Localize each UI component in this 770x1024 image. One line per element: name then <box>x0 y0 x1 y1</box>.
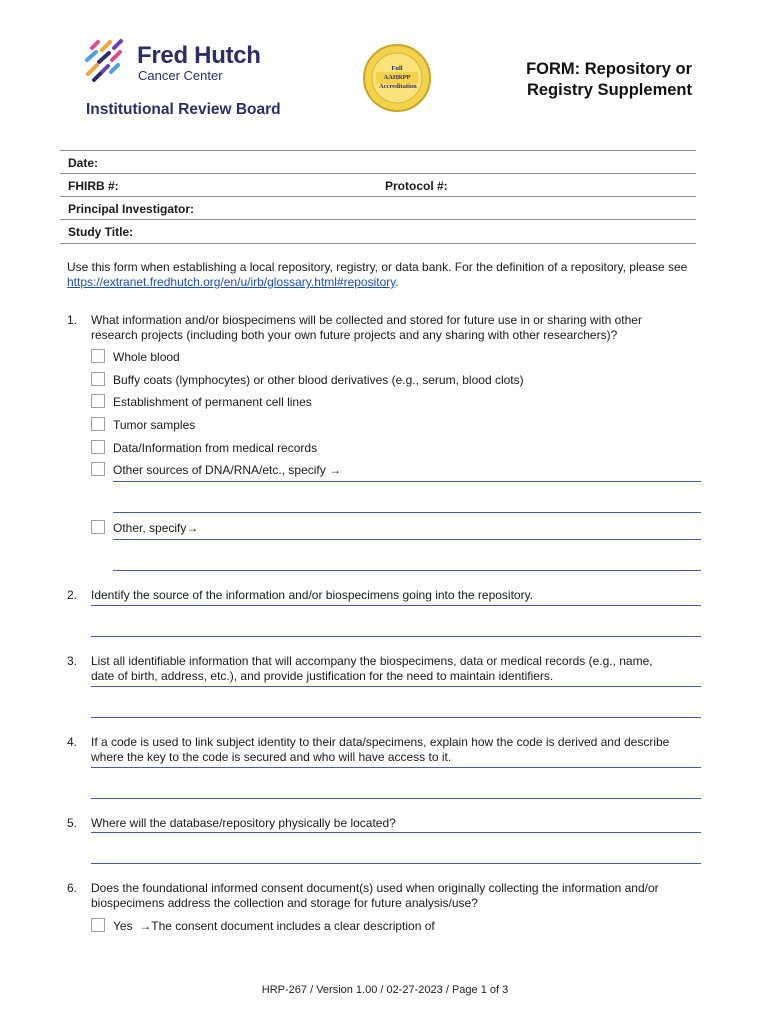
option-medical-records: Data/Information from medical records <box>113 441 318 455</box>
checkbox-tumor-samples[interactable] <box>91 417 105 431</box>
q6-text: Does the foundational informed consent document(s) used when originally collecting the information and/or biospecimens address the collection and storage for future analysis/use? <box>91 881 659 910</box>
q3-text: List all identifiable information that will accompany the biospecimens, data or medical records (e.g., name, date of birth, address, etc.), and provide justification for the need to maintain identifiers. <box>91 654 653 683</box>
date-label: Date: <box>68 156 99 170</box>
org-name: Fred Hutch <box>137 42 261 69</box>
checkbox-other[interactable] <box>91 520 105 534</box>
pi-row[interactable] <box>60 196 696 220</box>
option-other-dna: Other sources of DNA/RNA/etc., specify → <box>113 463 342 477</box>
q4-line-1[interactable] <box>91 767 701 768</box>
q4-line-2[interactable] <box>91 798 701 799</box>
q2-text: Identify the source of the information and/or biospecimens going into the repository. <box>91 588 534 602</box>
aahrpp-seal <box>362 43 432 113</box>
table-bottom-rule <box>60 243 696 244</box>
q1-number: 1. <box>67 313 78 327</box>
q3-number: 3. <box>67 654 78 668</box>
form-title: FORM: Repository or Registry Supplement <box>526 60 692 99</box>
page-footer: HRP-267 / Version 1.00 / 02-27-2023 / Page 1 of 3 <box>261 984 509 996</box>
checkbox-whole-blood[interactable] <box>91 349 105 363</box>
checkbox-buffy-coats[interactable] <box>91 372 105 386</box>
q5-line-2[interactable] <box>91 863 701 864</box>
other-line-2[interactable] <box>113 570 701 571</box>
q1-text: What information and/or biospecimens will be collected and stored for future use in or sharing with other research projects (including both your own future projects and any sharing with other researchers)? <box>91 313 642 342</box>
logo-mark-icon <box>84 38 136 82</box>
checkbox-cell-lines[interactable] <box>91 394 105 408</box>
q2-line-1[interactable] <box>91 605 701 606</box>
q3-line-2[interactable] <box>91 717 701 718</box>
pi-label: Principal Investigator: <box>68 202 195 216</box>
q2-line-2[interactable] <box>91 636 701 637</box>
protocol-label: Protocol #: <box>385 179 448 193</box>
study-title-row[interactable] <box>60 219 696 243</box>
q5-line-1[interactable] <box>91 832 701 833</box>
board-title: Institutional Review Board <box>86 101 281 118</box>
option-other: Other, specify→ <box>113 521 199 535</box>
q6-number: 6. <box>67 881 78 895</box>
checkbox-yes[interactable] <box>91 918 105 932</box>
seal-text: Full AAHRPP Accreditation <box>379 65 417 90</box>
other-line-1[interactable] <box>113 539 701 540</box>
fhirb-row[interactable] <box>60 173 696 197</box>
q5-number: 5. <box>67 816 78 830</box>
fhirb-label: FHIRB #: <box>68 179 119 193</box>
option-cell-lines: Establishment of permanent cell lines <box>113 395 312 409</box>
other-dna-line-2[interactable] <box>113 512 701 513</box>
q4-number: 4. <box>67 735 78 749</box>
option-whole-blood: Whole blood <box>113 350 180 364</box>
q5-text: Where will the database/repository physically be located? <box>91 816 396 830</box>
checkbox-other-dna[interactable] <box>91 462 105 476</box>
other-dna-line-1[interactable] <box>113 481 701 482</box>
glossary-link[interactable]: https://extranet.fredhutch.org/en/u/irb/glossary.html#repository <box>67 275 396 289</box>
option-tumor-samples: Tumor samples <box>113 418 196 432</box>
study-title-label: Study Title: <box>68 225 134 239</box>
q2-number: 2. <box>67 588 78 602</box>
date-row[interactable] <box>60 150 696 174</box>
option-yes: Yes →The consent document includes a clear description of <box>113 919 435 933</box>
org-subtitle: Cancer Center <box>138 68 223 83</box>
option-buffy-coats: Buffy coats (lymphocytes) or other blood derivatives (e.g., serum, blood clots) <box>113 373 524 387</box>
q4-text: If a code is used to link subject identity to their data/specimens, explain how the code is derived and describe where the key to the code is secured and who will have access to it. <box>91 735 670 764</box>
q3-line-1[interactable] <box>91 686 701 687</box>
intro-paragraph: Use this form when establishing a local repository, registry, or data bank. For the definition of a repository, please see https://extranet.fredhutch.org/en/u/irb/glossary.html#repository. <box>67 260 688 289</box>
checkbox-medical-records[interactable] <box>91 440 105 454</box>
